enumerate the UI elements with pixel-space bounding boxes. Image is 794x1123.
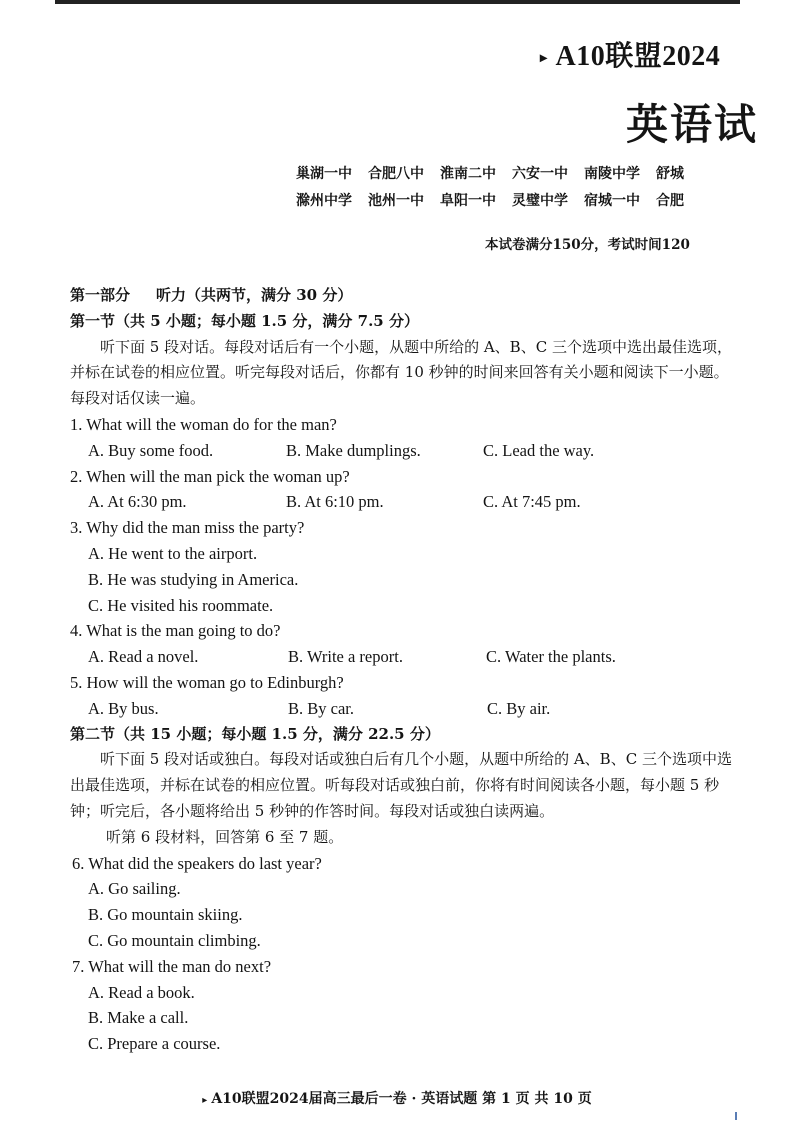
option-a: A. Read a novel. [88,647,199,667]
school-name: 淮南二中 [440,166,496,182]
part1-title [70,283,740,309]
question-options [70,438,740,464]
option-a: A. Read a book. [88,982,195,1002]
school-name: 池州一中 [368,193,424,209]
material-note: 听第 6 段材料，回答第 6 至 7 题。 [106,827,344,846]
part-label: 第一部分 [70,286,131,304]
page-footer [0,1088,794,1108]
bullet-icon: ▸ [540,51,548,67]
option-a: A. At 6:30 pm. [88,492,187,512]
scan-mark [735,1112,737,1120]
school-name: 宿城一中 [584,193,640,209]
school-name: 六安一中 [512,166,568,182]
option-b: B. Go mountain skiing. [88,905,243,925]
option-a: A. Go sailing. [88,879,181,899]
option-c: C. By air. [487,698,551,718]
option-a: A. He went to the airport. [88,543,258,563]
section2-title: 第二节（共 15 小题；每小题 1.5 分，满分 22.5 分） [70,724,440,743]
top-rule [55,0,740,4]
part-subtitle: 听力（共两节，满分 30 分） [156,286,353,304]
option-b: B. Make dumplings. [286,440,421,460]
school-name: 舒城 [656,166,684,182]
school-name: 合肥 [656,193,684,209]
brand-title [540,34,720,74]
question-stem: 7. What will the man do next? [72,956,272,976]
question-stem: 3. Why did the man miss the party? [70,518,305,538]
option-b: B. Write a report. [288,647,403,667]
school-name: 南陵中学 [584,166,640,182]
question-stem: 1. What will the woman do for the man? [70,414,337,434]
school-name: 阜阳一中 [440,193,496,209]
school-name: 灵璧中学 [512,193,568,209]
section2-instructions: 听下面 5 段对话或独白。每段对话或独白后有几个小题，从题中所给的 A、B、C 三个选项中选出最佳选项，并标在试卷的相应位置。听每段对话或独白前，你将有时间阅读各小题，每小题 5 秒钟；听完后，各小题将给出 5 秒钟的作答时间。每段对话或独白读两遍。 [70,750,732,820]
exam-info: 本试卷满分150分，考试时间120 [485,237,690,253]
question-stem: 5. How will the woman go to Edinburgh? [70,672,344,692]
option-c: C. Water the plants. [486,647,616,667]
option-a: A. Buy some food. [88,440,214,460]
question-options [70,696,740,722]
footer-text: A10联盟2024届高三最后一卷 · 英语试题 第 1 页 共 10 页 [211,1091,592,1107]
option-a: A. By bus. [88,698,159,718]
option-c: C. Lead the way. [483,440,595,460]
option-c: C. Prepare a course. [88,1034,221,1054]
option-c: C. Go mountain climbing. [88,930,261,950]
option-b: B. He was studying in America. [88,569,299,589]
school-name: 巢湖一中 [296,166,352,182]
section1-instructions: 听下面 5 段对话。每段对话后有一个小题，从题中所给的 A、B、C 三个选项中选出最佳选项，并标在试卷的相应位置。听完每段对话后，你都有 10 秒钟的时间来回答有关小题和阅读下一小题。每段对话仅读一遍。 [70,337,732,408]
option-b: B. By car. [288,698,354,718]
option-b: B. At 6:10 pm. [286,492,384,512]
bullet-icon: ▸ [202,1095,208,1106]
option-c: C. He visited his roommate. [88,595,274,615]
subject-title: 英语试 [626,100,759,149]
option-c: C. At 7:45 pm. [483,492,581,512]
schools-row-1 [296,163,700,183]
school-name: 合肥八中 [368,166,424,182]
question-stem: 2. When will the man pick the woman up? [70,466,350,486]
section1-title: 第一节（共 5 小题；每小题 1.5 分，满分 7.5 分） [70,311,419,330]
question-options [70,644,740,670]
exam-content [70,283,740,1057]
school-name: 滁州中学 [296,193,352,209]
question-options [70,489,740,515]
brand-text: A10联盟2024 [555,41,721,72]
schools-row-2 [296,190,700,210]
question-stem: 4. What is the man going to do? [70,621,281,641]
option-b: B. Make a call. [88,1008,189,1028]
question-stem: 6. What did the speakers do last year? [72,853,322,873]
